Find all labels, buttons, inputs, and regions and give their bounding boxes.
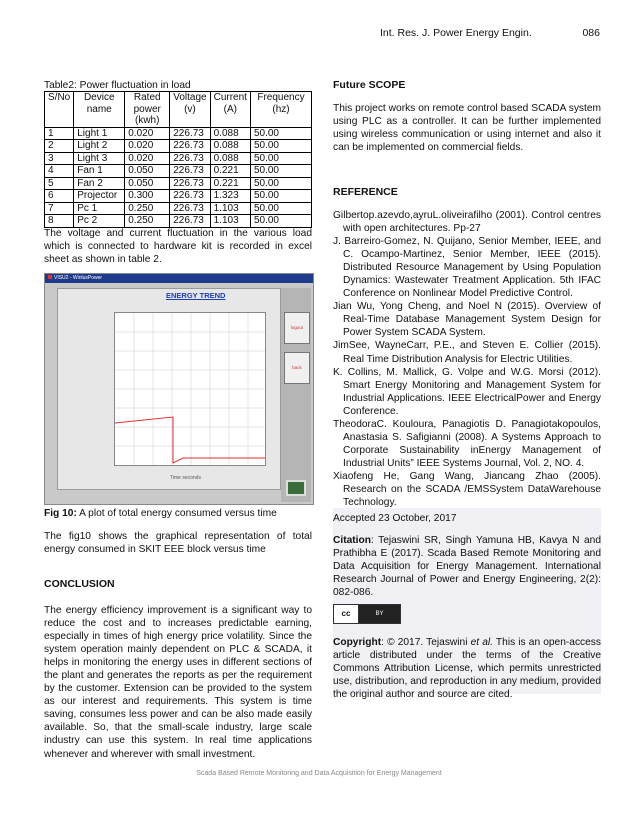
table-cell: 226.73 [170,152,210,165]
table-cell: 50.00 [250,140,311,153]
table-cell: 226.73 [170,190,210,203]
page-footer: Scada Based Remote Monitoring and Data Acquisition for Energy Management [196,770,442,777]
table-cell: 1.103 [210,202,250,215]
reference-item: K. Collins, M. Mallick, G. Volpe and W.G. Morsi (2012). Smart Energy Monitoring and Management System for Industrial Applications. IEEE ElectricalPower and Energy Conference. [333,366,601,417]
table-row [45,177,312,190]
table-cell: 226.73 [170,127,210,140]
copyright [333,636,601,701]
reference-heading: REFERENCE [333,186,398,198]
table-cell: Pc 2 [74,215,125,228]
trend-plot-svg [115,313,265,465]
page-number: 086 [582,27,600,39]
table-row [45,140,312,153]
reference-item: Jian Wu, Yong Cheng, and Noel N (2015). Overview of Real-Time Database Management System Design for Power System SCADA System. [333,301,601,339]
table-row [45,127,312,140]
table-cell: 226.73 [170,140,210,153]
table-cell: 0.020 [125,152,170,165]
table-cell: 0.088 [210,127,250,140]
table-caption: Table2: Power fluctuation in load [44,80,191,91]
table-cell: 0.088 [210,152,250,165]
header-cell: Rated power (kwh) [125,92,170,128]
conclusion-text: The energy efficiency improvement is a significant way to reduce the cost and to increases predictable earning, especially in times of high energy price volatility. Since the system operation mainly dependent on PLC & SCADA, it helps in monitoring the energy uses in different sections of the plant and generates the reports as per the requirement by the customer. Extension can be provided to the system as our interest and requirements. This system is time saving, consumes less power and can be also made easily available. So, that the small-scale industry, large scale industry can use this system. In real time applications whenever and wherever with small investment. [44,605,312,760]
reference-item: Xiaofeng He, Gang Wang, Jiancang Zhao (2005). Research on the SCADA /EMSSystem DataWarehouse Technology. [333,470,601,509]
back-button[interactable]: back [284,352,310,384]
table-cell: 50.00 [250,152,311,165]
figure-description: The fig10 shows the graphical representation of total energy consumed in SKIT EEE block versus time [44,531,312,556]
trend-plot [114,312,266,466]
running-header [380,27,600,40]
reference-item: JimSee, WayneCarr, P.E., and Steven E. Collier (2015). Real Time Distribution Analysis for Electric Utilities. [333,340,601,365]
table-cell: Light 2 [74,140,125,153]
grid-lines [115,313,265,465]
x-axis-label: Time seconds [170,475,201,481]
power-fluctuation-table [44,91,312,228]
accepted-date: Accepted 23 October, 2017 [333,513,457,524]
table-cell: 50.00 [250,215,311,228]
table-cell: 7 [45,202,74,215]
energy-trend-line [115,417,265,463]
copyright-label: Copyright [333,637,382,648]
table-cell: 3 [45,152,74,165]
header-cell: Voltage (v) [170,92,210,128]
table-cell: Light 3 [74,152,125,165]
trend-title: ENERGY TREND [166,291,226,300]
table-cell: 0.250 [125,215,170,228]
reference-item: TheodoraC. Kouloura, Panagiotis D. Panagiotakopoulos, Anastasia S. Safigianni (2008). A Systems Approach to Corporate Sustainability inEnergy Management of Industrial Units” IEEE Systems Journal, Vol. 2, NO. 4. [333,418,601,469]
citation [333,534,601,599]
header-cell: Device name [74,92,125,128]
table-cell: 0.221 [210,165,250,178]
table-cell: 4 [45,165,74,178]
header-cell: Current (A) [210,92,250,128]
table-cell: Fan 1 [74,165,125,178]
table-cell: 50.00 [250,202,311,215]
table-cell: 226.73 [170,165,210,178]
table-row [45,165,312,178]
reference-list [333,209,601,509]
table-cell: 2 [45,140,74,153]
table-cell: Pc 1 [74,202,125,215]
copyright-etal: et al. [470,637,493,648]
table-cell: 0.221 [210,177,250,190]
table-header-row [45,92,312,128]
table-cell: 0.250 [125,202,170,215]
figure-caption-label: Fig 10: [44,508,77,519]
citation-text: : Tejaswini SR, Singh Yamuna HB, Kavya N and Prathibha E (2017). Scada Based Remote Monitoring and Data Acquisition for Energy Management. International Research Journal of Power and Energy Engineering, 2(2): 082-086. [333,535,601,599]
trend-panel [57,288,281,490]
table-cell: 0.088 [210,140,250,153]
future-scope-heading: Future SCOPE [333,79,406,91]
table-row [45,215,312,228]
table-cell: 0.050 [125,165,170,178]
reference-item: Gilbertop.azevdo,ayruL.oliveirafilho (2001). Control centres with open architectures. Pp-27 [333,210,601,235]
table-cell: 0.300 [125,190,170,203]
table-cell: 5 [45,177,74,190]
copyright-pre: : © 2017. Tejaswini [381,637,471,648]
app-icon [48,275,52,279]
table-cell: 50.00 [250,165,311,178]
table-cell: 1.103 [210,215,250,228]
copyright-text: This is an open-access article distributed under the terms of the Creative Commons Attribution License, which permits unrestricted use, distribution, and reproduction in any medium, provided the original author and source are cited. [333,637,601,701]
energy-trend-screenshot [44,273,314,505]
window-title: VISU2 - WinlusPower [54,275,103,281]
window-titlebar [45,274,313,283]
table-row [45,202,312,215]
citation-label: Citation [333,535,371,546]
table-cell: 226.73 [170,177,210,190]
table-cell: 0.020 [125,140,170,153]
logout-button[interactable]: logout [284,312,310,344]
header-cell: Frequency (hz) [250,92,311,128]
table-cell: Projector [74,190,125,203]
monitor-icon [286,480,306,496]
figure-caption-text: A plot of total energy consumed versus time [76,508,277,519]
table-cell: 226.73 [170,202,210,215]
conclusion-heading: CONCLUSION [44,578,115,590]
table-cell: 50.00 [250,177,311,190]
reference-item: J. Barreiro-Gomez, N. Quijano, Senior Member, IEEE, and C. Ocampo-Martinez, Senior Member, IEEE (2015). Distributed Resource Management by Using Population Dynamics: Wastewater Treatment Application. 5th IFAC Conference on Nonlinear Model Predictive Control. [333,236,601,300]
table-cell: Light 1 [74,127,125,140]
table-cell: 226.73 [170,215,210,228]
table-cell: 1 [45,127,74,140]
table-cell: 1.323 [210,190,250,203]
table-cell: 6 [45,190,74,203]
table-description: The voltage and current fluctuation in the various load which is connected to hardware kit is recorded in excel sheet as shown in table 2. [44,228,312,266]
table-cell: 0.050 [125,177,170,190]
table-cell: 50.00 [250,190,311,203]
cc-logo: cc [334,605,359,623]
table-cell: 0.020 [125,127,170,140]
journal-name: Int. Res. J. Power Energy Engin. [380,27,532,39]
side-button-panel [281,288,311,502]
future-scope-text: This project works on remote control based SCADA system using PLC as a controller. It can be further implemented using wireless communication or using internet and also it can be implemented on commercial fields. [333,103,601,154]
table-cell: 8 [45,215,74,228]
table-cell: Fan 2 [74,177,125,190]
table-cell: 50.00 [250,127,311,140]
table-row [45,152,312,165]
table-row [45,190,312,203]
header-cell: S/No [45,92,74,128]
cc-by-license-badge[interactable] [333,604,401,624]
by-logo: BY [359,605,400,623]
figure-caption [44,507,312,520]
